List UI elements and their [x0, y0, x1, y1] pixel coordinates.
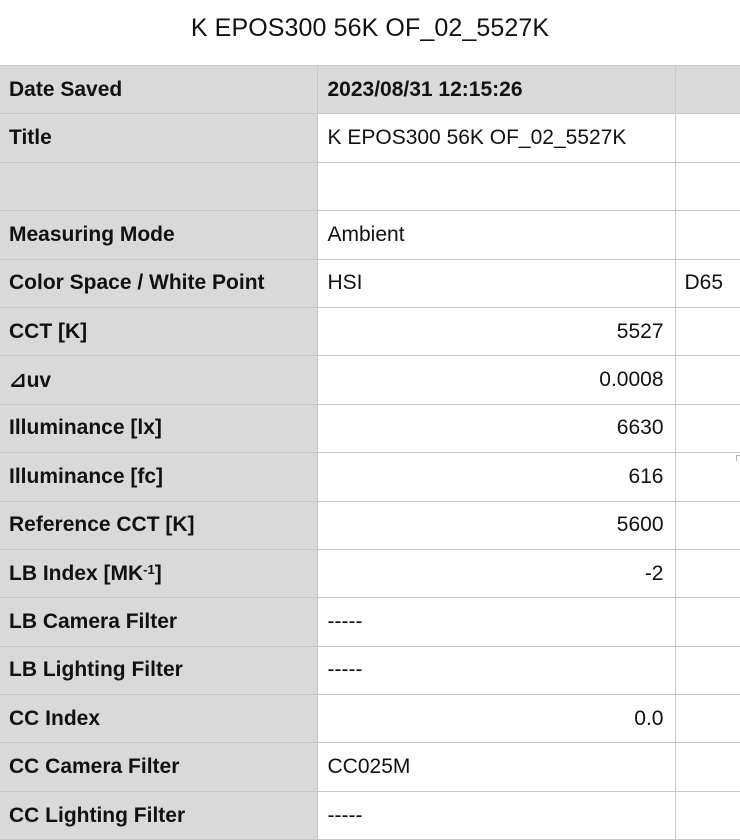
row-label: CC Index: [0, 695, 317, 743]
row-label: Reference CCT [K]: [0, 501, 317, 549]
table-row-illuminance-lx: [0, 404, 740, 452]
row-value[interactable]: 5527: [317, 307, 675, 355]
table-row-color-space: [0, 259, 740, 307]
row-label: [0, 549, 317, 597]
row-extra[interactable]: [675, 307, 740, 355]
row-extra[interactable]: [675, 501, 740, 549]
page-title: K EPOS300 56K OF_02_5527K: [190, 14, 550, 42]
row-value[interactable]: 6630: [317, 404, 675, 452]
row-extra[interactable]: [675, 356, 740, 404]
row-label: Title: [0, 114, 317, 162]
row-value[interactable]: HSI: [317, 259, 675, 307]
table-row-lb-index: [0, 549, 740, 597]
table-row-illuminance-fc: [0, 453, 740, 501]
row-extra[interactable]: [675, 646, 740, 694]
row-value[interactable]: 0.0008: [317, 356, 675, 404]
row-extra[interactable]: [675, 162, 740, 210]
row-extra[interactable]: [675, 549, 740, 597]
row-value[interactable]: -----: [317, 598, 675, 646]
row-label: LB Camera Filter: [0, 598, 317, 646]
row-extra[interactable]: [675, 743, 740, 791]
row-label: LB Lighting Filter: [0, 646, 317, 694]
row-value[interactable]: 2023/08/31 12:15:26: [317, 66, 675, 114]
row-value[interactable]: -----: [317, 791, 675, 839]
row-label: Illuminance [fc]: [0, 453, 317, 501]
table-row-blank: [0, 162, 740, 210]
row-extra[interactable]: [675, 66, 740, 114]
table-row-lb-lighting-filter: [0, 646, 740, 694]
row-extra[interactable]: D65: [675, 259, 740, 307]
row-label: Measuring Mode: [0, 211, 317, 259]
row-extra[interactable]: [675, 598, 740, 646]
table-row-lb-camera-filter: [0, 598, 740, 646]
row-extra[interactable]: [675, 211, 740, 259]
row-label: [0, 162, 317, 210]
row-extra[interactable]: [675, 791, 740, 839]
row-label-text: LB Index [MK: [9, 561, 144, 585]
table-row-date-saved: [0, 66, 740, 114]
table-row-cc-lighting-filter: [0, 791, 740, 839]
table-row-cc-index: [0, 695, 740, 743]
row-label-superscript: -1: [143, 561, 155, 577]
row-label: Date Saved: [0, 66, 317, 114]
table-row-title: [0, 114, 740, 162]
row-extra[interactable]: [675, 114, 740, 162]
measurement-table: [0, 65, 740, 840]
table-row-reference-cct: [0, 501, 740, 549]
row-label: CCT [K]: [0, 307, 317, 355]
row-extra[interactable]: [675, 695, 740, 743]
row-value[interactable]: 5600: [317, 501, 675, 549]
row-label: ⊿uv: [0, 356, 317, 404]
row-value[interactable]: -2: [317, 549, 675, 597]
row-value[interactable]: CC025M: [317, 743, 675, 791]
row-value[interactable]: [317, 162, 675, 210]
table-row-measuring-mode: [0, 211, 740, 259]
row-extra[interactable]: [675, 404, 740, 452]
row-value[interactable]: 0.0: [317, 695, 675, 743]
row-extra[interactable]: [675, 453, 740, 501]
row-value[interactable]: Ambient: [317, 211, 675, 259]
row-label: CC Camera Filter: [0, 743, 317, 791]
row-label: CC Lighting Filter: [0, 791, 317, 839]
table-row-duv: [0, 356, 740, 404]
table-row-cc-camera-filter: [0, 743, 740, 791]
row-label: Color Space / White Point: [0, 259, 317, 307]
row-value[interactable]: 616: [317, 453, 675, 501]
row-label: Illuminance [lx]: [0, 404, 317, 452]
column-resize-handle[interactable]: [736, 455, 740, 461]
table-row-cct: [0, 307, 740, 355]
row-label-suffix: ]: [154, 561, 162, 585]
row-value[interactable]: K EPOS300 56K OF_02_5527K: [317, 114, 675, 162]
row-value[interactable]: -----: [317, 646, 675, 694]
